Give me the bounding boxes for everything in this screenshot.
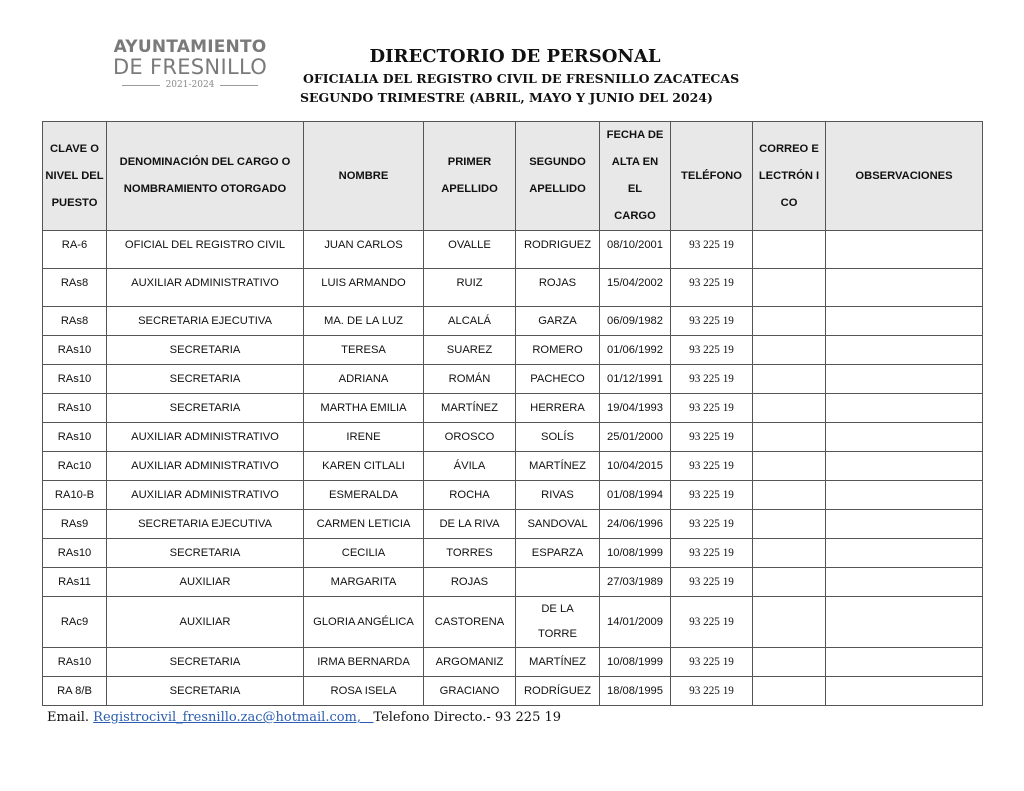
ayuntamiento-logo (112, 38, 268, 90)
cell-observaciones (826, 539, 983, 568)
footer-email-label: Email. (47, 710, 94, 725)
cell-fecha-alta: 01/12/1991 (600, 365, 671, 394)
cell-primer-apellido: ROJAS (424, 568, 516, 597)
cell-telefono: 93 225 19 (671, 648, 753, 677)
page-subtitle-period: SEGUNDO TRIMESTRE (ABRIL, MAYO Y JUNIO DEL 2024) (300, 90, 713, 105)
cell-segundo-apellido (516, 568, 600, 597)
table-row (43, 539, 983, 568)
cell-correo (753, 423, 826, 452)
cell-segundo-apellido: ESPARZA (516, 539, 600, 568)
col-header-cargo: DENOMINACIÓN DEL CARGO O NOMBRAMIENTO OTORGADO (107, 122, 304, 231)
cell-primer-apellido: DE LA RIVA (424, 510, 516, 539)
cell-cargo: AUXILIAR ADMINISTRATIVO (107, 452, 304, 481)
table-row (43, 269, 983, 307)
cell-observaciones (826, 648, 983, 677)
cell-segundo-apellido: GARZA (516, 307, 600, 336)
cell-observaciones (826, 568, 983, 597)
table-row (43, 510, 983, 539)
cell-telefono: 93 225 19 (671, 269, 753, 307)
cell-primer-apellido: MARTÍNEZ (424, 394, 516, 423)
cell-nombre: ADRIANA (304, 365, 424, 394)
table-row (43, 677, 983, 706)
table-header-row (43, 122, 983, 231)
logo-line-2: DE FRESNILLO (112, 55, 268, 79)
cell-primer-apellido: ARGOMANIZ (424, 648, 516, 677)
cell-telefono: 93 225 19 (671, 307, 753, 336)
cell-telefono: 93 225 19 (671, 336, 753, 365)
cell-cargo: SECRETARIA (107, 648, 304, 677)
col-header-observaciones: OBSERVACIONES (826, 122, 983, 231)
cell-segundo-apellido: SOLÍS (516, 423, 600, 452)
cell-nombre: JUAN CARLOS (304, 231, 424, 269)
cell-cargo: SECRETARIA EJECUTIVA (107, 307, 304, 336)
cell-observaciones (826, 269, 983, 307)
col-header-fecha-alta: FECHA DE ALTA EN EL CARGO (600, 122, 671, 231)
cell-primer-apellido: ALCALÁ (424, 307, 516, 336)
cell-nombre: MA. DE LA LUZ (304, 307, 424, 336)
cell-cargo: AUXILIAR (107, 568, 304, 597)
cell-segundo-apellido: MARTÍNEZ (516, 648, 600, 677)
cell-observaciones (826, 677, 983, 706)
cell-primer-apellido: OROSCO (424, 423, 516, 452)
cell-segundo-apellido: MARTÍNEZ (516, 452, 600, 481)
cell-telefono: 93 225 19 (671, 394, 753, 423)
cell-clave: RA10-B (43, 481, 107, 510)
cell-fecha-alta: 01/08/1994 (600, 481, 671, 510)
cell-clave: RA 8/B (43, 677, 107, 706)
cell-cargo: OFICIAL DEL REGISTRO CIVIL (107, 231, 304, 269)
cell-nombre: GLORIA ANGÉLICA (304, 597, 424, 648)
cell-primer-apellido: RUIZ (424, 269, 516, 307)
logo-rule-left (122, 85, 160, 86)
footer-contact (47, 710, 561, 725)
cell-observaciones (826, 452, 983, 481)
cell-fecha-alta: 14/01/2009 (600, 597, 671, 648)
cell-cargo: AUXILIAR ADMINISTRATIVO (107, 481, 304, 510)
cell-segundo-apellido: PACHECO (516, 365, 600, 394)
cell-correo (753, 336, 826, 365)
cell-nombre: MARGARITA (304, 568, 424, 597)
cell-primer-apellido: ROCHA (424, 481, 516, 510)
table-row (43, 307, 983, 336)
logo-period-text: 2021-2024 (165, 80, 215, 90)
cell-telefono: 93 225 19 (671, 568, 753, 597)
table-row (43, 648, 983, 677)
cell-telefono: 93 225 19 (671, 231, 753, 269)
cell-fecha-alta: 25/01/2000 (600, 423, 671, 452)
cell-observaciones (826, 597, 983, 648)
cell-correo (753, 648, 826, 677)
cell-correo (753, 394, 826, 423)
cell-nombre: ROSA ISELA (304, 677, 424, 706)
page-title: DIRECTORIO DE PERSONAL (369, 46, 661, 67)
table-row (43, 394, 983, 423)
cell-primer-apellido: SUAREZ (424, 336, 516, 365)
cell-clave: RAs10 (43, 336, 107, 365)
cell-fecha-alta: 19/04/1993 (600, 394, 671, 423)
cell-cargo: SECRETARIA (107, 365, 304, 394)
cell-segundo-apellido: DE LA TORRE (516, 597, 600, 648)
cell-observaciones (826, 231, 983, 269)
cell-nombre: IRENE (304, 423, 424, 452)
cell-fecha-alta: 10/04/2015 (600, 452, 671, 481)
cell-nombre: TERESA (304, 336, 424, 365)
col-header-correo: CORREO ELECTRÓN ICO (753, 122, 826, 231)
cell-fecha-alta: 10/08/1999 (600, 539, 671, 568)
cell-cargo: SECRETARIA (107, 394, 304, 423)
cell-observaciones (826, 336, 983, 365)
cell-correo (753, 677, 826, 706)
table-row (43, 336, 983, 365)
cell-fecha-alta: 15/04/2002 (600, 269, 671, 307)
cell-correo (753, 539, 826, 568)
cell-observaciones (826, 394, 983, 423)
cell-observaciones (826, 365, 983, 394)
cell-telefono: 93 225 19 (671, 510, 753, 539)
cell-telefono: 93 225 19 (671, 365, 753, 394)
footer-email-link[interactable]: Registrocivil_fresnillo.zac@hotmail.com, (93, 710, 374, 725)
cell-cargo: AUXILIAR ADMINISTRATIVO (107, 423, 304, 452)
cell-segundo-apellido: ROMERO (516, 336, 600, 365)
logo-line-1: AYUNTAMIENTO (113, 37, 267, 57)
cell-fecha-alta: 10/08/1999 (600, 648, 671, 677)
cell-primer-apellido: ROMÁN (424, 365, 516, 394)
cell-nombre: CECILIA (304, 539, 424, 568)
cell-fecha-alta: 18/08/1995 (600, 677, 671, 706)
cell-clave: RA-6 (43, 231, 107, 269)
col-header-clave: CLAVE O NIVEL DEL PUESTO (43, 122, 107, 231)
table-row (43, 365, 983, 394)
cell-correo (753, 365, 826, 394)
personnel-directory-table (42, 121, 983, 706)
logo-rule-right (220, 85, 258, 86)
cell-clave: RAs11 (43, 568, 107, 597)
cell-observaciones (826, 423, 983, 452)
cell-correo (753, 231, 826, 269)
cell-cargo: SECRETARIA (107, 677, 304, 706)
cell-fecha-alta: 06/09/1982 (600, 307, 671, 336)
page-subtitle-office: OFICIALIA DEL REGISTRO CIVIL DE FRESNILLO ZACATECAS (303, 71, 740, 86)
cell-clave: RAs10 (43, 394, 107, 423)
cell-primer-apellido: TORRES (424, 539, 516, 568)
cell-cargo: AUXILIAR ADMINISTRATIVO (107, 269, 304, 307)
cell-clave: RAs10 (43, 539, 107, 568)
table-row (43, 568, 983, 597)
cell-cargo: AUXILIAR (107, 597, 304, 648)
cell-correo (753, 510, 826, 539)
cell-clave: RAc10 (43, 452, 107, 481)
cell-clave: RAc9 (43, 597, 107, 648)
cell-fecha-alta: 01/06/1992 (600, 336, 671, 365)
cell-clave: RAs8 (43, 307, 107, 336)
cell-correo (753, 452, 826, 481)
cell-nombre: KAREN CITLALI (304, 452, 424, 481)
cell-nombre: MARTHA EMILIA (304, 394, 424, 423)
cell-observaciones (826, 481, 983, 510)
cell-telefono: 93 225 19 (671, 539, 753, 568)
table-row (43, 481, 983, 510)
cell-primer-apellido: GRACIANO (424, 677, 516, 706)
cell-telefono: 93 225 19 (671, 597, 753, 648)
cell-nombre: IRMA BERNARDA (304, 648, 424, 677)
table-row (43, 597, 983, 648)
cell-fecha-alta: 08/10/2001 (600, 231, 671, 269)
cell-primer-apellido: CASTORENA (424, 597, 516, 648)
cell-nombre: ESMERALDA (304, 481, 424, 510)
cell-correo (753, 481, 826, 510)
cell-segundo-apellido: SANDOVAL (516, 510, 600, 539)
cell-nombre: LUIS ARMANDO (304, 269, 424, 307)
cell-observaciones (826, 510, 983, 539)
footer-phone: Telefono Directo.- 93 225 19 (373, 710, 562, 725)
cell-primer-apellido: OVALLE (424, 231, 516, 269)
cell-nombre: CARMEN LETICIA (304, 510, 424, 539)
cell-cargo: SECRETARIA EJECUTIVA (107, 510, 304, 539)
cell-segundo-apellido: ROJAS (516, 269, 600, 307)
cell-clave: RAs10 (43, 423, 107, 452)
cell-cargo: SECRETARIA (107, 336, 304, 365)
logo-period (112, 80, 268, 90)
cell-segundo-apellido: RODRIGUEZ (516, 231, 600, 269)
cell-segundo-apellido: HERRERA (516, 394, 600, 423)
col-header-primer-apellido: PRIMER APELLIDO (424, 122, 516, 231)
cell-clave: RAs10 (43, 648, 107, 677)
cell-fecha-alta: 27/03/1989 (600, 568, 671, 597)
col-header-nombre: NOMBRE (304, 122, 424, 231)
cell-correo (753, 568, 826, 597)
cell-segundo-apellido: RODRÍGUEZ (516, 677, 600, 706)
cell-telefono: 93 225 19 (671, 481, 753, 510)
col-header-segundo-apellido: SEGUNDO APELLIDO (516, 122, 600, 231)
cell-cargo: SECRETARIA (107, 539, 304, 568)
cell-primer-apellido: ÁVILA (424, 452, 516, 481)
cell-clave: RAs9 (43, 510, 107, 539)
cell-fecha-alta: 24/06/1996 (600, 510, 671, 539)
cell-telefono: 93 225 19 (671, 677, 753, 706)
cell-correo (753, 307, 826, 336)
cell-telefono: 93 225 19 (671, 423, 753, 452)
cell-clave: RAs10 (43, 365, 107, 394)
cell-correo (753, 269, 826, 307)
cell-correo (753, 597, 826, 648)
cell-observaciones (826, 307, 983, 336)
col-header-telefono: TELÉFONO (671, 122, 753, 231)
cell-segundo-apellido: RIVAS (516, 481, 600, 510)
cell-clave: RAs8 (43, 269, 107, 307)
table-row (43, 231, 983, 269)
cell-telefono: 93 225 19 (671, 452, 753, 481)
table-row (43, 452, 983, 481)
table-row (43, 423, 983, 452)
